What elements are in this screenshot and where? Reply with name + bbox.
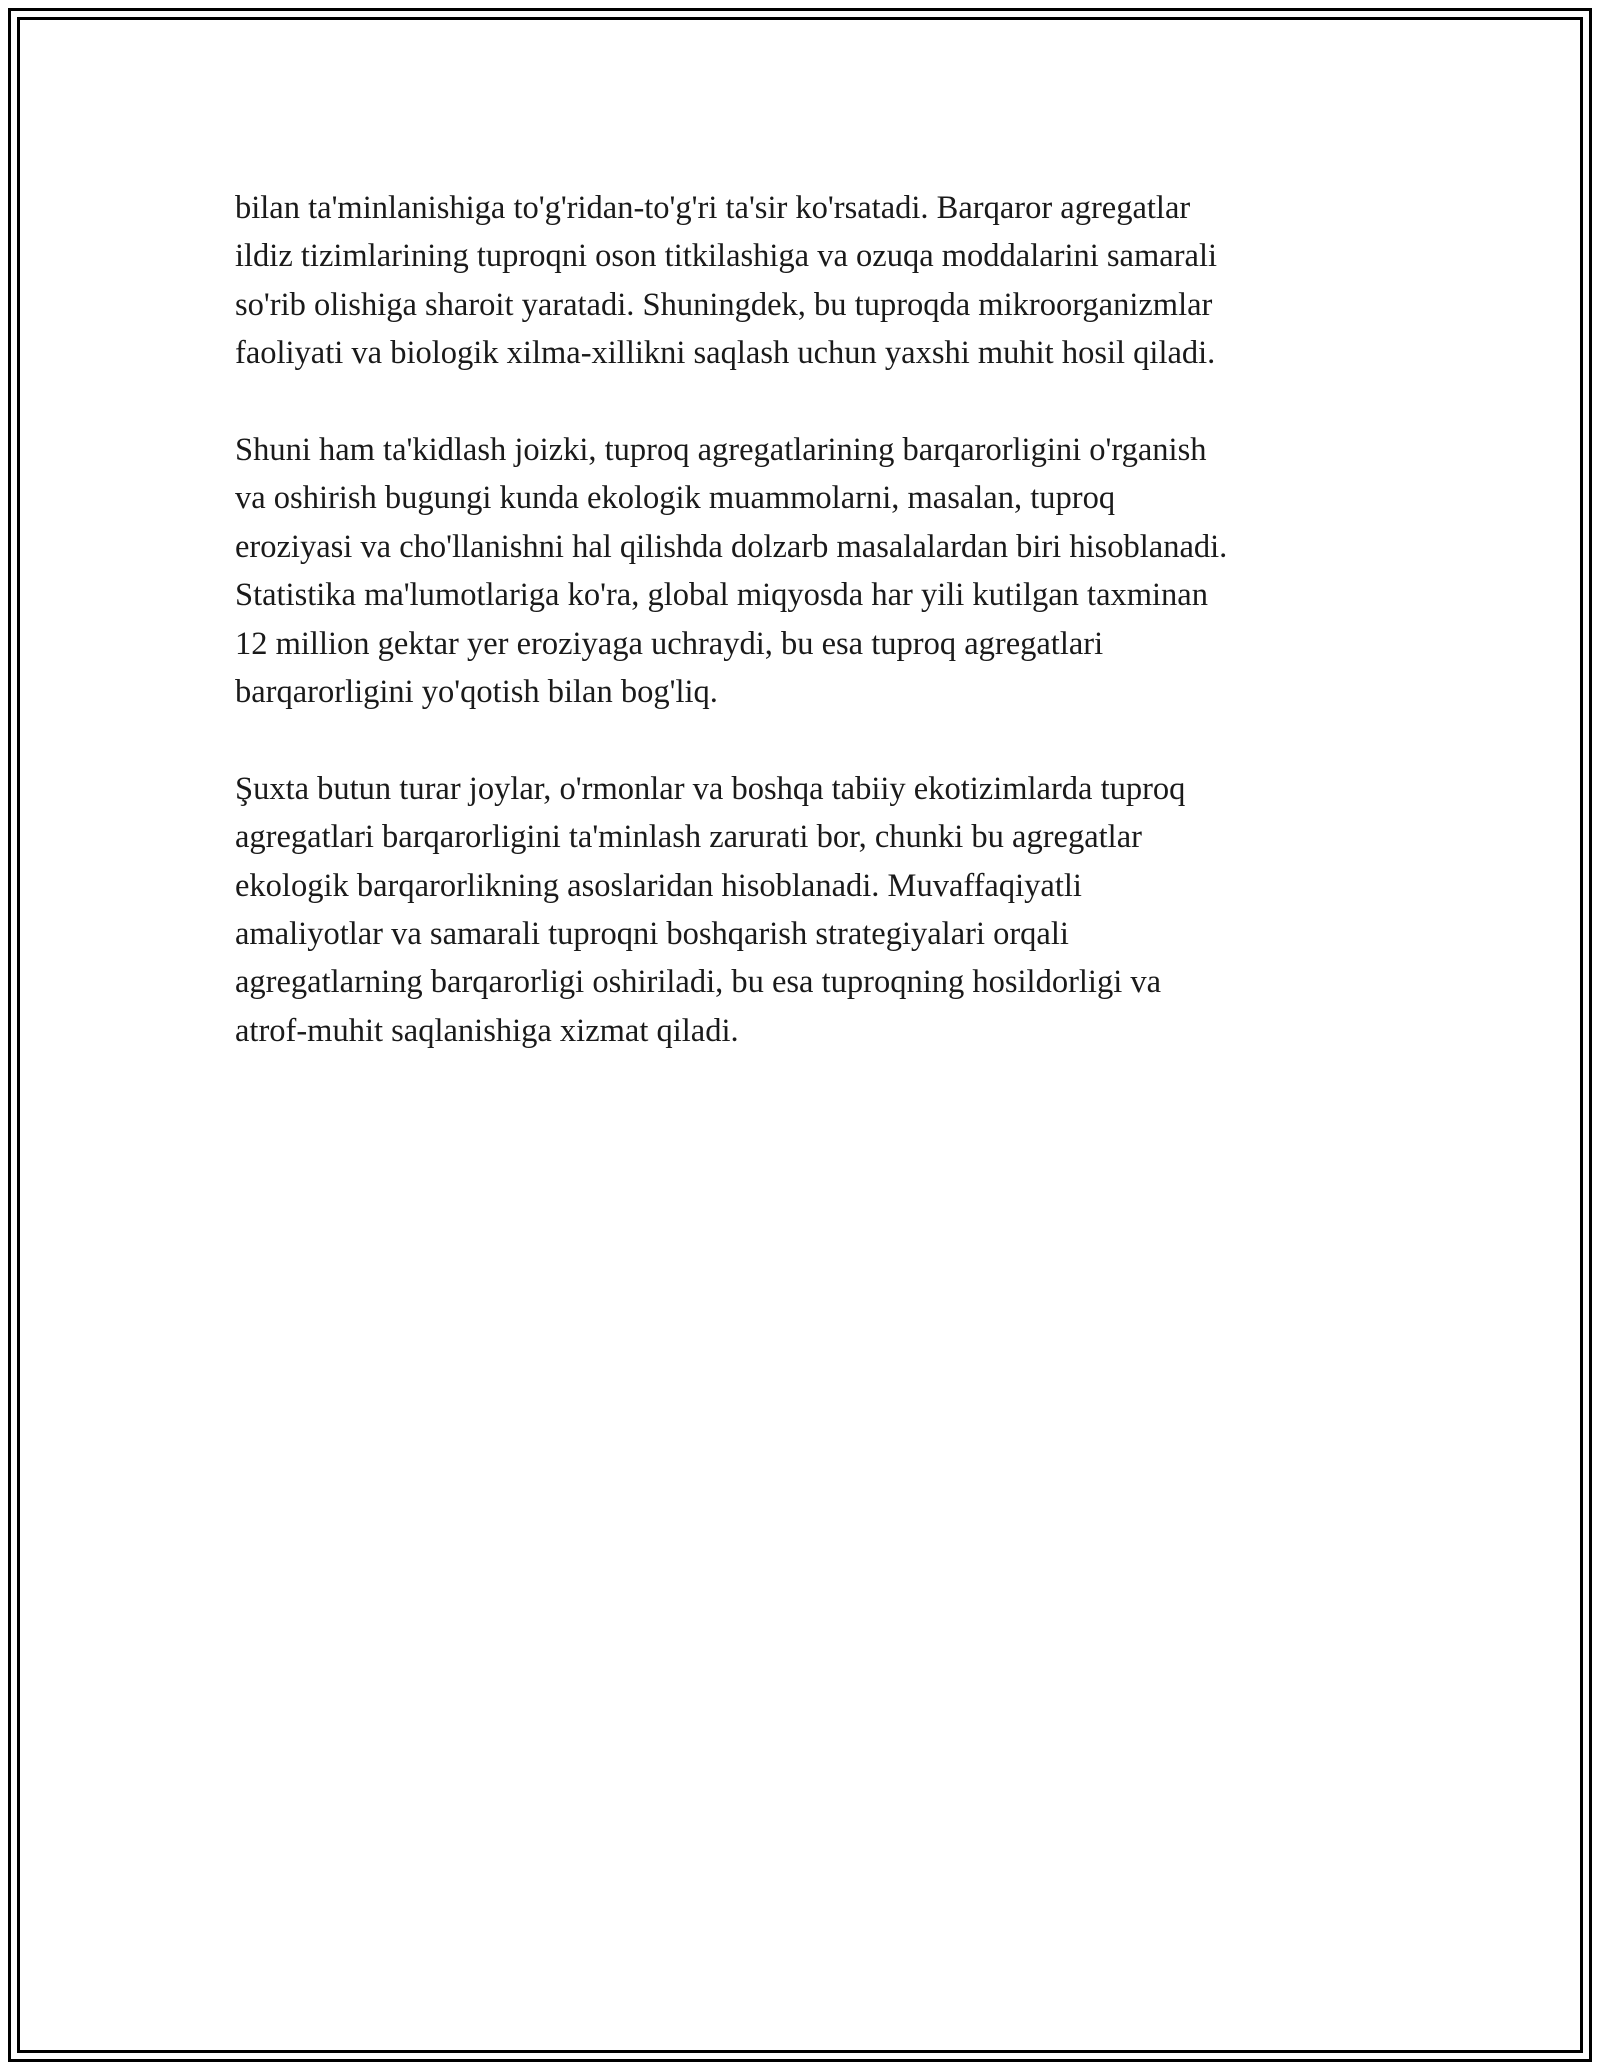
text-line: faoliyati va biologik xilma-xillikni saqlash uchun yaxshi muhit hosil qiladi. bbox=[235, 335, 1216, 372]
text-line: barqarorligini yo'qotish bilan bog'liq. bbox=[235, 674, 718, 711]
text-line: agregatlarning barqarorligi oshiriladi, bu esa tuproqning hosildorligi va bbox=[235, 964, 1162, 1001]
text-line: eroziyasi va cho'llanishni hal qilishda dolzarb masalalardan biri hisoblanadi. bbox=[235, 528, 1228, 565]
paragraph-2 bbox=[235, 426, 1385, 716]
text-line: amaliyotlar va samarali tuproqni boshqarish strategiyalari orqali bbox=[235, 916, 1069, 953]
paragraph-3 bbox=[235, 765, 1385, 1055]
text-line: 12 million gektar yer eroziyaga uchraydi, bu esa tuproq agregatlari bbox=[235, 625, 1104, 662]
text-line: va oshirish bugungi kunda ekologik muammolarni, masalan, tuproq bbox=[235, 480, 1116, 517]
text-line: Statistika ma'lumotlariga ko'ra, global miqyosda har yili kutilgan taxminan bbox=[235, 577, 1208, 614]
text-line: bilan ta'minlanishiga to'g'ridan-to'g'ri ta'sir ko'rsatadi. Barqaror agregatlar bbox=[235, 190, 1191, 226]
document-body bbox=[235, 184, 1385, 1104]
text-line: atrof-muhit saqlanishiga xizmat qiladi. bbox=[235, 1012, 739, 1049]
text-line: agregatlari barqarorligini ta'minlash zarurati bor, chunki bu agregatlar bbox=[235, 819, 1142, 856]
text-line: so'rib olishiga sharoit yaratadi. Shuningdek, bu tuproqda mikroorganizmlar bbox=[235, 286, 1213, 323]
text-line: Shuni ham ta'kidlash joizki, tuproq agregatlarining barqarorligini o'rganish bbox=[235, 432, 1207, 469]
text-line: ildiz tizimlarining tuproqni oson titkilashiga va ozuqa moddalarini samarali bbox=[235, 238, 1217, 275]
text-line: Şuxta butun turar joylar, o'rmonlar va boshqa tabiiy ekotizimlarda tuproq bbox=[235, 770, 1186, 807]
paragraph-1 bbox=[235, 184, 1385, 378]
text-line: ekologik barqarorlikning asoslaridan hisoblanadi. Muvaffaqiyatli bbox=[235, 867, 1082, 904]
